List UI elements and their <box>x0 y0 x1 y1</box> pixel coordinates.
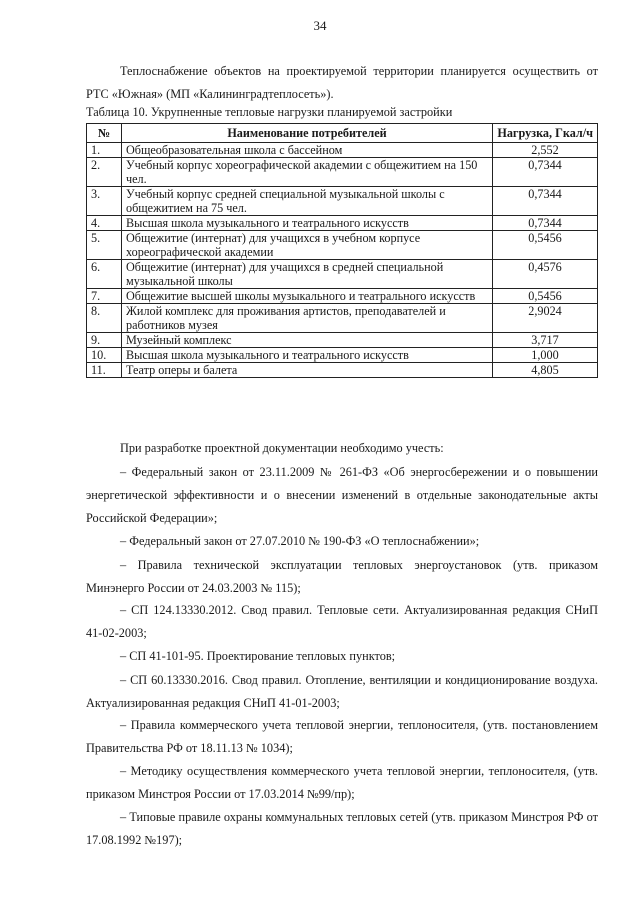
row-load: 2,9024 <box>493 304 598 333</box>
intro-paragraph: Теплоснабжение объектов на проектируемой территории планируется осуществить от РТС «Южная» (МП «Калининградтеплосеть»). <box>86 64 598 101</box>
heat-loads-table <box>86 123 598 378</box>
table-row <box>87 187 598 216</box>
row-number: 11. <box>87 363 122 378</box>
row-number: 7. <box>87 289 122 304</box>
table-row <box>87 348 598 363</box>
row-name: Учебный корпус хореографической академии с общежитием на 150 чел. <box>122 158 493 187</box>
list-item: – СП 60.13330.2016. Свод правил. Отопление, вентиляции и кондиционирование воздуха. Актуализированная редакция СНиП 41-01-2003; <box>86 673 598 710</box>
row-name: Учебный корпус средней специальной музыкальной школы с общежитием на 75 чел. <box>122 187 493 216</box>
row-name: Общеобразовательная школа с бассейном <box>122 143 493 158</box>
list-item: – Федеральный закон от 23.11.2009 № 261-ФЗ «Об энергосбережении и о повышении энергетической эффективности и о внесении изменений в отдельные законодательные акты Российской Федерации»; <box>86 465 598 525</box>
row-load: 3,717 <box>493 333 598 348</box>
row-name: Общежитие высшей школы музыкального и театрального искусств <box>122 289 493 304</box>
header-load: Нагрузка, Гкал/ч <box>493 124 598 143</box>
page-number: 34 <box>313 18 327 33</box>
row-load: 0,5456 <box>493 231 598 260</box>
list-item: – Правила коммерческого учета тепловой энергии, теплоносителя, (утв. постановлением Правительства РФ от 18.11.13 № 1034); <box>86 718 598 755</box>
row-number: 2. <box>87 158 122 187</box>
list-item: – Правила технической эксплуатации тепловых энергоустановок (утв. приказом Минэнерго России от 24.03.2003 № 115); <box>86 558 598 595</box>
row-number: 8. <box>87 304 122 333</box>
row-load: 4,805 <box>493 363 598 378</box>
row-number: 10. <box>87 348 122 363</box>
list-item: – Типовые правиле охраны коммунальных тепловых сетей (утв. приказом Минстроя РФ от 17.08.1992 №197); <box>86 810 598 847</box>
row-load: 0,7344 <box>493 158 598 187</box>
row-number: 4. <box>87 216 122 231</box>
row-number: 1. <box>87 143 122 158</box>
table-row <box>87 260 598 289</box>
row-name: Музейный комплекс <box>122 333 493 348</box>
row-load: 1,000 <box>493 348 598 363</box>
row-number: 6. <box>87 260 122 289</box>
row-number: 9. <box>87 333 122 348</box>
row-name: Театр оперы и балета <box>122 363 493 378</box>
table-row <box>87 158 598 187</box>
list-item: – Федеральный закон от 27.07.2010 № 190-ФЗ «О теплоснабжении»; <box>120 534 480 548</box>
row-name: Жилой комплекс для проживания артистов, преподавателей и работников музея <box>122 304 493 333</box>
row-number: 3. <box>87 187 122 216</box>
row-number: 5. <box>87 231 122 260</box>
table-row <box>87 333 598 348</box>
list-item: – СП 124.13330.2012. Свод правил. Тепловые сети. Актуализированная редакция СНиП 41-02-2003; <box>86 603 598 640</box>
table-row <box>87 143 598 158</box>
row-name: Общежитие (интернат) для учащихся в учебном корпусе хореографической академии <box>122 231 493 260</box>
table-caption: Таблица 10. Укрупненные тепловые нагрузки планируемой застройки <box>86 105 453 119</box>
list-item: – СП 41-101-95. Проектирование тепловых пунктов; <box>120 649 396 663</box>
table-row <box>87 231 598 260</box>
row-load: 2,552 <box>493 143 598 158</box>
row-load: 0,4576 <box>493 260 598 289</box>
header-consumer-name: Наименование потребителей <box>122 124 493 143</box>
row-name: Общежитие (интернат) для учащихся в средней специальной музыкальной школы <box>122 260 493 289</box>
row-name: Высшая школа музыкального и театрального искусств <box>122 348 493 363</box>
table-row <box>87 304 598 333</box>
table-row <box>87 363 598 378</box>
header-number: № <box>87 124 122 143</box>
table-row <box>87 216 598 231</box>
row-load: 0,7344 <box>493 216 598 231</box>
list-item: – Методику осуществления коммерческого учета тепловой энергии, теплоносителя, (утв. приказом Минстроя России от 17.03.2014 №99/пр); <box>86 764 598 801</box>
row-name: Высшая школа музыкального и театрального искусств <box>122 216 493 231</box>
table-header-row <box>87 124 598 143</box>
row-load: 0,7344 <box>493 187 598 216</box>
table-row <box>87 289 598 304</box>
row-load: 0,5456 <box>493 289 598 304</box>
requirements-lead: При разработке проектной документации необходимо учесть: <box>120 441 444 455</box>
